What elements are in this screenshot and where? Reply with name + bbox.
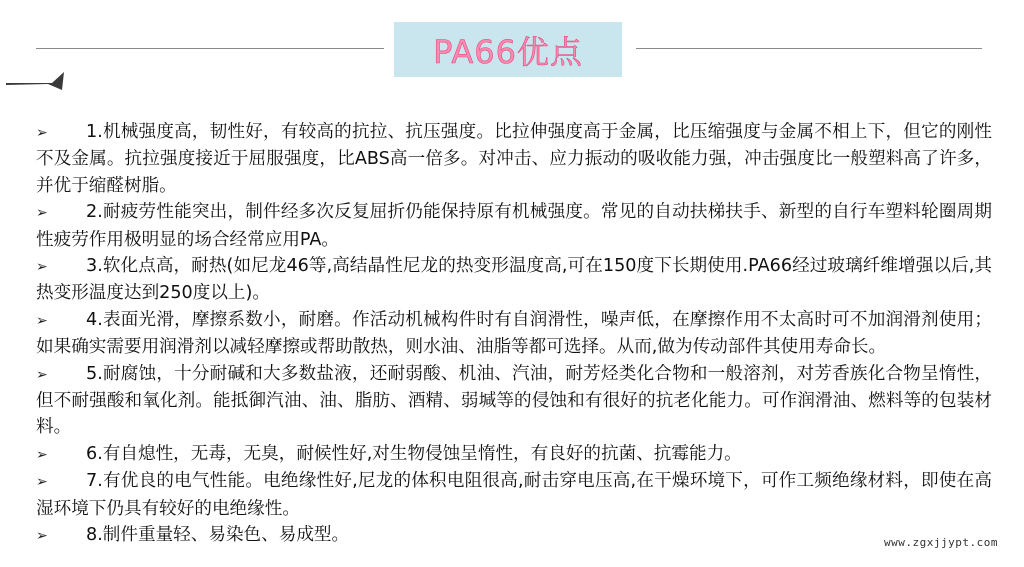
list-item (36, 441, 992, 468)
watermark-url: www.zgxjjypt.com (884, 536, 998, 549)
list-item (36, 253, 992, 307)
bullet-arrow-icon: ➢ (36, 366, 48, 383)
list-item (36, 199, 992, 253)
slide-title: PA66优点 (433, 32, 583, 71)
decorative-swoosh-icon (6, 70, 64, 92)
bullet-arrow-icon: ➢ (36, 259, 48, 276)
list-item-text: 6.有自熄性，无毒，无臭，耐候性好,对生物侵蚀呈惰性，有良好的抗菌、抗霉能力。 (86, 443, 742, 464)
list-item-text: 8.制件重量轻、易染色、易成型。 (86, 525, 350, 546)
list-item (36, 468, 992, 522)
title-banner (394, 22, 622, 77)
bullet-arrow-icon: ➢ (36, 474, 48, 491)
list-item-text: 7.有优良的电气性能。电绝缘性好,尼龙的体积电阻很高,耐击穿电压高,在干燥环境下，可作工频绝缘材料，即使在高湿环境下仍具有较好的电绝缘性。 (36, 471, 992, 519)
list-item (36, 307, 992, 361)
bullet-arrow-icon: ➢ (36, 125, 48, 141)
title-rule-right (636, 48, 982, 49)
bullet-arrow-icon: ➢ (36, 446, 48, 463)
bullet-arrow-icon: ➢ (36, 205, 48, 222)
advantages-list (36, 119, 992, 550)
list-item-text: 4.表面光滑，摩擦系数小，耐磨。作活动机械构件时有自润滑性，噪声低，在摩擦作用不太高时可不加润滑剂使用；如果确实需要用润滑剂以减轻摩擦或帮助散热，则水油、油脂等都可选择。从而,做为传动部件其使用寿命长。 (36, 309, 992, 358)
list-item (36, 361, 992, 441)
list-item-text: 2.耐疲劳性能突出，制件经多次反复屈折仍能保持原有机械强度。常见的自动扶梯扶手、新型的自行车塑料轮圈周期性疲劳作用极明显的场合经常应用PA。 (36, 202, 992, 250)
title-rule-left (36, 48, 384, 49)
list-item-text: 3.软化点高，耐热(如尼龙46等,高结晶性尼龙的热变形温度高,可在150度下长期使用.PA66经过玻璃纤维增强以后,其热变形温度达到250度以上)。 (36, 256, 992, 304)
list-item (36, 522, 992, 549)
bullet-arrow-icon: ➢ (36, 528, 48, 545)
list-item (36, 119, 992, 199)
bullet-arrow-icon: ➢ (36, 312, 48, 329)
list-item-text: 5.耐腐蚀，十分耐碱和大多数盐液，还耐弱酸、机油、汽油，耐芳烃类化合物和一般溶剂，对芳香族化合物呈惰性，但不耐强酸和氧化剂。能抵御汽油、油、脂肪、酒精、弱堿等的侵蚀和有很好的抗老化能力。可作润滑油、燃料等的包装材料。 (36, 363, 992, 438)
list-item-text: 1.机械强度高，韧性好，有较高的抗拉、抗压强度。比拉伸强度高于金属，比压缩强度与金属不相上下，但它的刚性不及金属。抗拉强度接近于屈服强度，比ABS高一倍多。对冲击、应力振动的吸收能力强，冲击强度比一般塑料高了许多，并优于缩醛树脂。 (36, 122, 992, 196)
